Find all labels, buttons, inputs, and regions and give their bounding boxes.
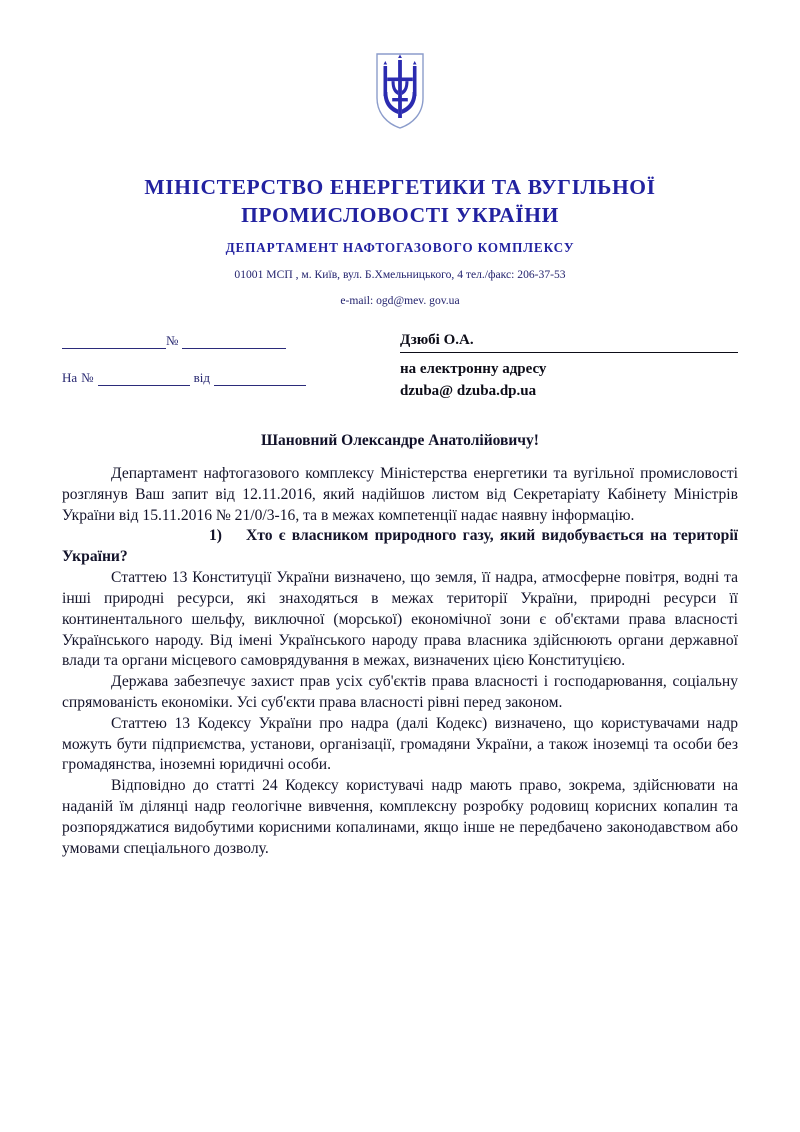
incoming-date-blank[interactable]	[214, 374, 306, 386]
outgoing-number-blank[interactable]	[182, 337, 286, 349]
outgoing-date-blank[interactable]	[62, 337, 166, 349]
letterhead	[62, 174, 738, 307]
outgoing-number-line	[62, 333, 362, 349]
on-label: На	[62, 370, 78, 386]
reference-addressee-row	[62, 331, 738, 401]
question-heading	[62, 526, 738, 568]
email-line: e-mail: ogd@mev. gov.ua	[340, 294, 460, 308]
addressee-name: Дзюбі О.А.	[400, 331, 738, 353]
on-number-symbol: №	[81, 370, 94, 386]
emblem-container	[62, 0, 738, 130]
incoming-number-blank[interactable]	[98, 374, 190, 386]
question-text: Хто є власником природного газу, який видобувається на території України?	[62, 527, 738, 566]
salutation: Шановний Олександре Анатолійовичу!	[261, 432, 539, 450]
addressee-note: на електронну адресу	[400, 361, 547, 378]
ukraine-coat-of-arms-tryzub-icon	[374, 52, 426, 130]
body-paragraph: Статтею 13 Кодексу України про надра (далі Кодекс) визначено, що користувачами надр можуть бути підприємства, установи, організації, громадяни України, а також іноземці та особи без громадянства, іноземні юридичні особи.	[62, 714, 738, 774]
from-label: від	[193, 370, 210, 386]
reference-fields	[62, 331, 362, 386]
addressee-email: dzuba@ dzuba.dp.ua	[400, 382, 537, 399]
addressee-block	[362, 331, 738, 401]
body-paragraph: Держава забезпечує захист прав усіх суб'єктів права власності і господарювання, соціальну спрямованість економіки. Усі суб'єкти права власності рівні перед законом.	[62, 673, 738, 711]
ministry-title: МІНІСТЕРСТВО ЕНЕРГЕТИКИ ТА ВУГІЛЬНОЇ ПРОМИСЛОВОСТІ УКРАЇНИ	[144, 175, 656, 227]
address-line: 01001 МСП , м. Київ, вул. Б.Хмельницького, 4 тел./факс: 206-37-53	[234, 268, 566, 282]
incoming-number-line	[62, 370, 362, 386]
letter-body	[62, 464, 738, 859]
body-paragraph: Відповідно до статті 24 Кодексу користувачі надр мають право, зокрема, здійснювати на наданій їм ділянці надр геологічне вивчення, комплексну розробку родовищ корисних копалин та розпоряджатися видобутими корисними копалинами, якщо інше не передбачено законодавством або умовами спеціального дозволу.	[62, 777, 738, 857]
intro-paragraph: Департамент нафтогазового комплексу Міністерства енергетики та вугільної промисловості розглянув Ваш запит від 12.11.2016, який надійшов листом від Секретаріату Кабінету Міністрів України від 15.11.2016 № 21/0/3-16, та в межах компетенції надає наявну інформацію.	[62, 465, 738, 524]
question-number: 1)	[209, 527, 222, 545]
department-title: ДЕПАРТАМЕНТ НАФТОГАЗОВОГО КОМПЛЕКСУ	[225, 240, 575, 256]
number-symbol: №	[166, 333, 179, 349]
body-paragraph: Статтею 13 Конституції України визначено, що земля, її надра, атмосферне повітря, водні та інші природні ресурси, які знаходяться в межах території України, природні ресурси її континентального шельфу, виключної (морської) економічної зони є об'єктами права власності Українського народу. Від імені Українського народу права власника здійснюють органи державної влади та органи місцевого самоврядування в межах, визначених цією Конституцією.	[62, 569, 738, 670]
